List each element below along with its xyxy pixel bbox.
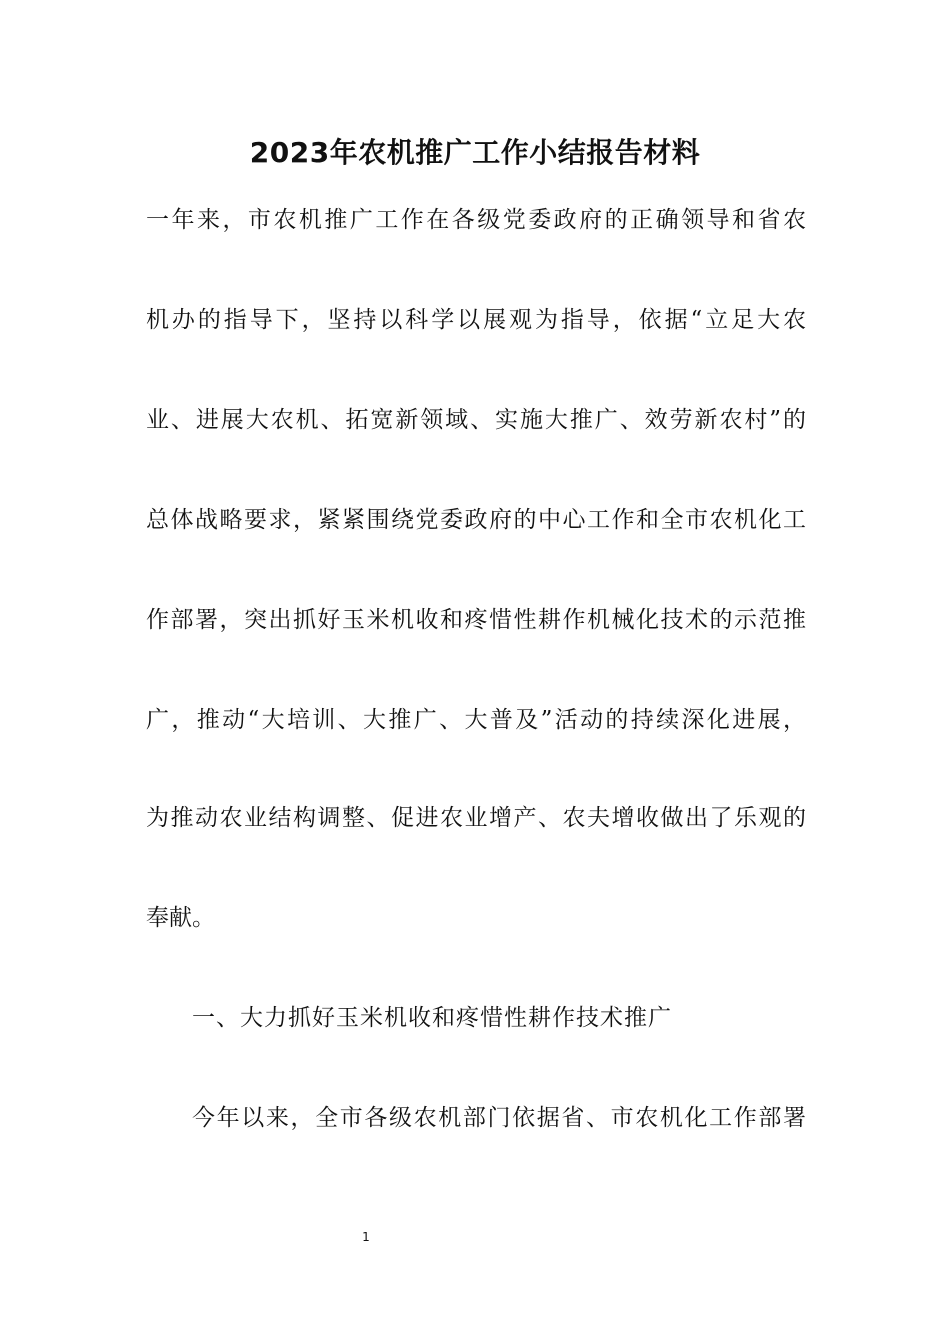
intro-line-4: 总体战略要求，紧紧围绕党委政府的中心工作和全市农机化工 bbox=[146, 507, 806, 533]
intro-line-5: 作部署，突出抓好玉米机收和疼惜性耕作机械化技术的示范推 bbox=[146, 607, 806, 633]
intro-line-3: 业、进展大农机、拓宽新领域、实施大推广、效劳新农村”的 bbox=[146, 407, 806, 433]
intro-line-8: 奉献。 bbox=[146, 905, 215, 931]
intro-line-2: 机办的指导下，坚持以科学以展观为指导，依据“立足大农 bbox=[146, 307, 806, 333]
intro-line-1: 一年来，市农机推广工作在各级党委政府的正确领导和省农 bbox=[146, 207, 806, 233]
section-heading: 一、大力抓好玉米机收和疼惜性耕作技术推广 bbox=[192, 1005, 672, 1031]
section-paragraph-line: 今年以来，全市各级农机部门依据省、市农机化工作部署 bbox=[192, 1105, 806, 1131]
document-title: 2023年农机推广工作小结报告材料 bbox=[249, 136, 701, 169]
intro-line-6: 广，推动“大培训、大推广、大普及”活动的持续深化进展， bbox=[146, 707, 806, 733]
page-number: 1 bbox=[362, 1230, 370, 1244]
intro-line-7: 为推动农业结构调整、促进农业增产、农夫增收做出了乐观的 bbox=[146, 805, 806, 831]
